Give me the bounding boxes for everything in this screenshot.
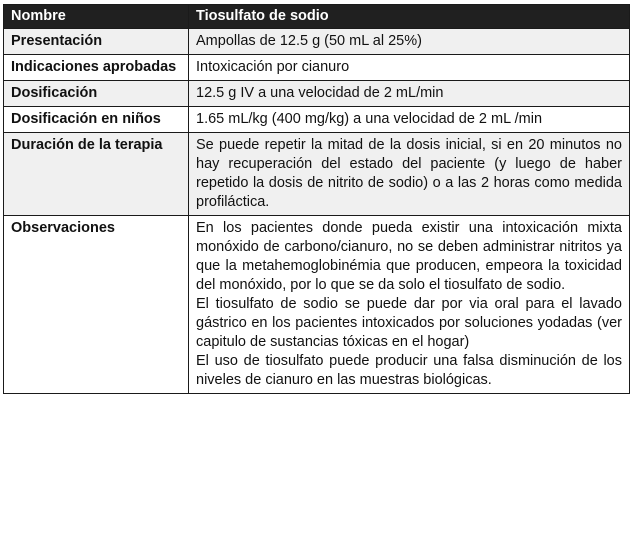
row-label: Observaciones — [4, 216, 189, 394]
row-label: Indicaciones aprobadas — [4, 55, 189, 81]
row-label: Duración de la terapia — [4, 133, 189, 216]
drug-info-table — [3, 4, 630, 394]
table-row-dosificacion — [4, 81, 630, 107]
table-row-duracion — [4, 133, 630, 216]
observation-paragraph: El tiosulfato de sodio se puede dar por via oral para el lavado gástrico en los pacientes intoxicados por soluciones yodadas (ver capitulo de sustancias tóxicas en el hogar) — [196, 296, 622, 350]
row-value-observaciones — [189, 216, 630, 394]
table-header-row — [4, 5, 630, 29]
observation-paragraph: El uso de tiosulfato puede producir una falsa disminución de los niveles de cianuro en las muestras biológicas. — [196, 353, 622, 388]
row-label: Dosificación — [4, 81, 189, 107]
table-row-dosificacion-ninos — [4, 107, 630, 133]
observation-paragraph: En los pacientes donde pueda existir una intoxicación mixta monóxido de carbono/cianuro, no se deben administrar nitritos ya que la metahemoglobinémia que producen, empeora la toxicidad del monóxido, por lo que se da solo el tiosulfato de sodio. — [196, 220, 622, 293]
row-value: Intoxicación por cianuro — [189, 55, 630, 81]
row-label: Presentación — [4, 29, 189, 55]
header-drug-name: Tiosulfato de sodio — [189, 5, 630, 29]
table-row-presentacion — [4, 29, 630, 55]
row-value: 12.5 g IV a una velocidad de 2 mL/min — [189, 81, 630, 107]
table-row-indicaciones — [4, 55, 630, 81]
table-row-observaciones — [4, 216, 630, 394]
header-name-label: Nombre — [4, 5, 189, 29]
row-value: Se puede repetir la mitad de la dosis inicial, si en 20 minutos no hay recuperación del estado del paciente (y luego de haber repetido la dosis de nitrito de sodio) o a las 2 horas como medida profiláctica. — [189, 133, 630, 216]
row-value: 1.65 mL/kg (400 mg/kg) a una velocidad de 2 mL /min — [189, 107, 630, 133]
row-value: Ampollas de 12.5 g (50 mL al 25%) — [189, 29, 630, 55]
row-label: Dosificación en niños — [4, 107, 189, 133]
